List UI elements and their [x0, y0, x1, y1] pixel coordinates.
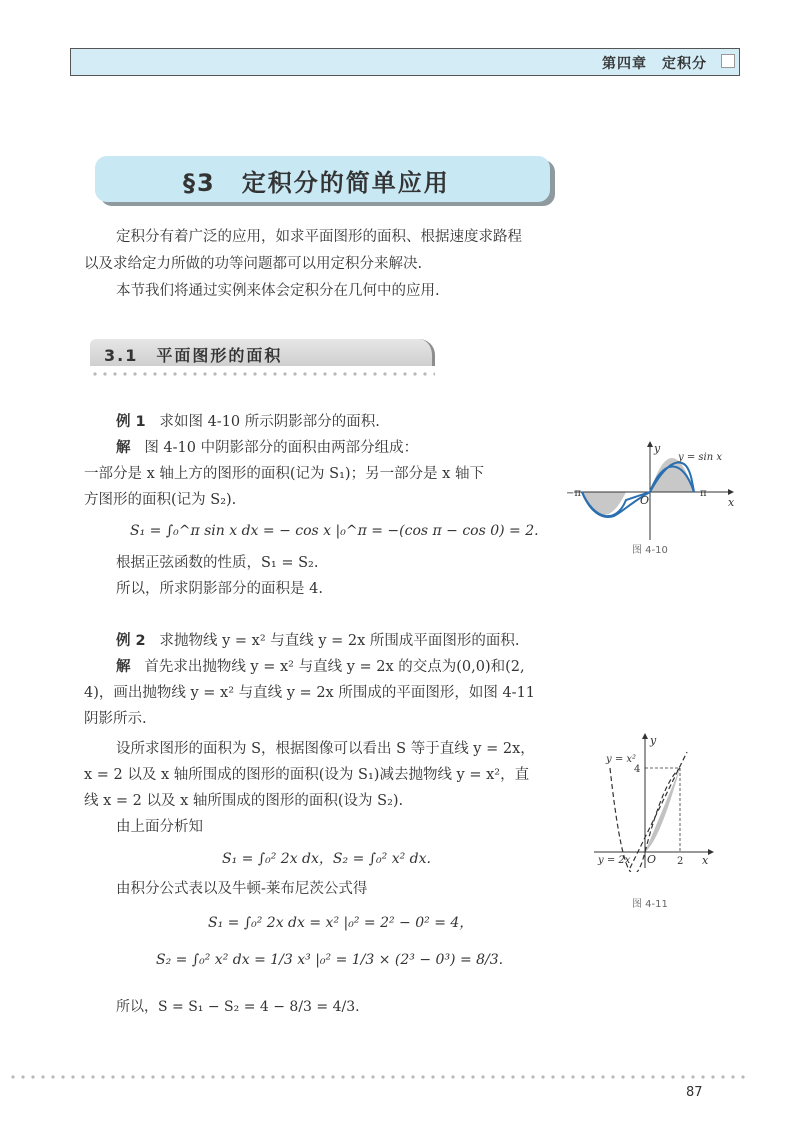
header-square-icon: [721, 54, 735, 68]
subsection-banner: [90, 339, 435, 366]
intro-line-2: 以及求给定力所做的功等问题都可以用定积分来解决.: [84, 256, 423, 272]
example2-solution-label: 解: [116, 659, 131, 675]
fig1-x-label: x: [728, 496, 735, 509]
example2-formula-2: S₁ = ∫₀² 2x dx = x² |₀² = 2² − 0² = 4，: [208, 915, 474, 931]
intro-line-3: 本节我们将通过实例来体会定积分在几何中的应用.: [116, 283, 440, 299]
x-axis-arrow-icon: [728, 489, 734, 495]
section-title: §3 定积分的简单应用: [183, 169, 450, 197]
example2-p2-line-3: 线 x = 2 以及 x 轴所围成的图形的面积(设为 S₂).: [84, 793, 404, 809]
example2-solution-line-2: 4)，画出抛物线 y = x² 与直线 y = 2x 所围成的平面图形，如图 4-11: [84, 685, 536, 701]
figure-4-11-parabola: [590, 732, 720, 872]
example2-solution-line-3: 阴影所示.: [84, 711, 147, 727]
fig2-origin: O: [647, 853, 657, 866]
example1-solution-line: [116, 441, 418, 456]
chapter-title: 第四章 定积分: [602, 56, 707, 72]
example2-formula-3: S₂ = ∫₀² x² dx = 1/3 x³ |₀² = 1/3 × (2³ − 0³) = 8/3.: [156, 952, 504, 968]
example2-label: 例 2: [116, 633, 146, 649]
example2-solution-line: [116, 660, 525, 675]
fig1-curve-label: y = sin x: [678, 452, 722, 463]
chapter-header: [70, 48, 740, 76]
fig2-y-tick: 4: [634, 764, 641, 775]
dotted-divider: [90, 372, 435, 376]
example2-newton-line: 由积分公式表以及牛顿-莱布尼茨公式得: [116, 881, 368, 897]
example2-formula-1: S₁ = ∫₀² 2x dx，S₂ = ∫₀² x² dx.: [222, 851, 431, 867]
page-number: 87: [686, 1085, 703, 1100]
fig2-line-label: y = 2x: [598, 855, 631, 866]
example2-p2-line-2: x = 2 以及 x 轴所围成的图形的面积(设为 S₁)减去抛物线 y = x²，直: [84, 767, 530, 783]
example1-line-4: 所以，所求阴影部分的面积是 4.: [116, 581, 323, 597]
figure-4-10-sine: [562, 440, 742, 550]
footer-dotted-divider: [8, 1075, 748, 1079]
example2-conclusion: 所以，S = S₁ − S₂ = 4 − 8/3 = 4/3.: [116, 999, 360, 1015]
y-axis-arrow-icon: [642, 733, 648, 739]
example2-analysis: 由上面分析知: [116, 819, 203, 835]
example1-solution-label: 解: [116, 440, 131, 456]
example1-solution-intro: 图 4-10 中阴影部分的面积由两部分组成：: [144, 440, 419, 456]
example1-question-line: [116, 415, 380, 430]
example1-label: 例 1: [116, 414, 146, 430]
example1-line-2: 方图形的面积(记为 S₂).: [84, 492, 237, 508]
example1-question: 求如图 4-10 所示阴影部分的面积.: [159, 414, 380, 430]
shaded-region: [645, 768, 680, 852]
fig1-origin: O: [640, 494, 650, 507]
example1-line-3: 根据正弦函数的性质，S₁ = S₂.: [116, 555, 319, 571]
subsection-title: 3.1 平面图形的面积: [104, 346, 283, 365]
example2-question: 求抛物线 y = x² 与直线 y = 2x 所围成平面图形的面积.: [159, 633, 520, 649]
y-axis-arrow-icon: [647, 441, 653, 447]
example2-question-line: [116, 634, 520, 649]
fig2-y-label: y: [650, 734, 657, 747]
shaded-region-above: [650, 458, 694, 492]
fig1-neg-pi: −π: [566, 488, 581, 499]
example2-solution-line-1: 首先求出抛物线 y = x² 与直线 y = 2x 的交点为(0,0)和(2,: [144, 659, 525, 675]
section-banner: [95, 156, 550, 202]
example1-line-1: 一部分是 x 轴上方的图形的面积(记为 S₁)；另一部分是 x 轴下: [84, 466, 484, 482]
intro-line-1: 定积分有着广泛的应用，如求平面图形的面积、根据速度求路程: [116, 229, 522, 245]
fig1-y-label: y: [654, 442, 661, 455]
fig2-x-label: x: [702, 854, 709, 867]
x-axis-arrow-icon: [708, 849, 714, 855]
fig1-pi: π: [700, 488, 707, 499]
example2-p2-line-1: 设所求图形的面积为 S，根据图像可以看出 S 等于直线 y = 2x，: [116, 741, 535, 757]
figure-4-11-caption: 图 4-11: [632, 899, 668, 910]
example1-formula: S₁ = ∫₀^π sin x dx = − cos x |₀^π = −(cos π − cos 0) = 2.: [130, 523, 539, 539]
fig2-parabola-label: y = x²: [606, 754, 637, 765]
fig2-x-tick: 2: [677, 856, 684, 867]
figure-4-10-caption: 图 4-10: [632, 545, 668, 556]
